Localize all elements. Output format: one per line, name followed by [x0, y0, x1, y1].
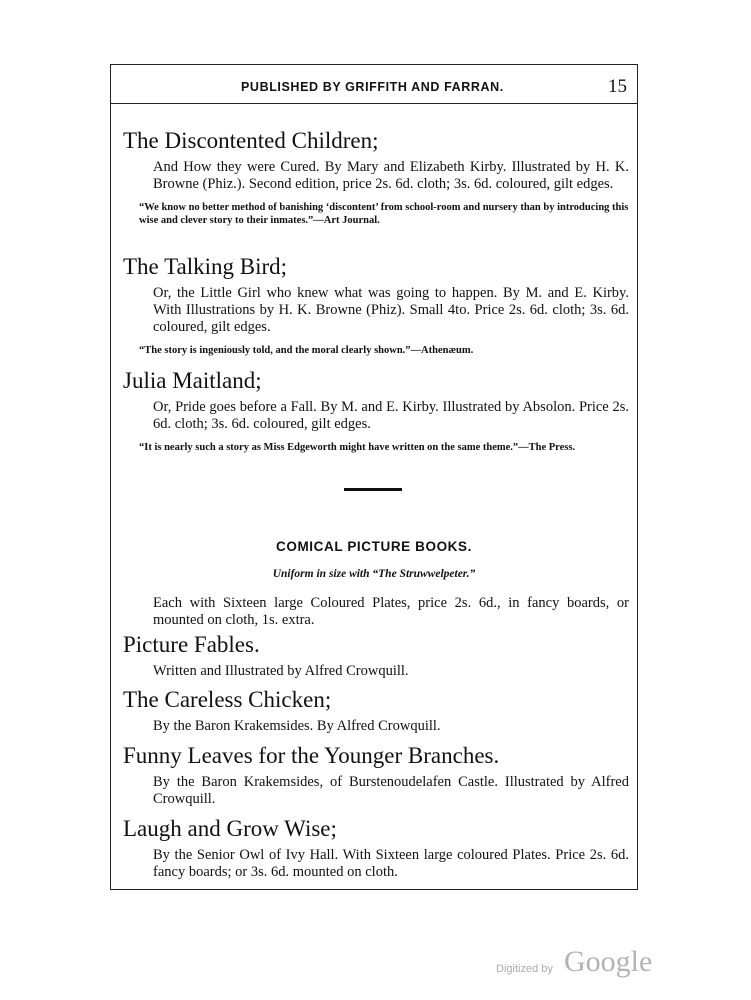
section-subheading: Uniform in size with “The Struwwelpeter.”	[272, 568, 476, 580]
book-title: The Discontented Children;	[123, 128, 379, 153]
book-entry	[123, 631, 629, 680]
book-entry	[123, 815, 629, 881]
book-title: The Talking Bird;	[123, 254, 288, 279]
header-rule	[111, 103, 637, 104]
book-description: Or, Pride goes before a Fall. By M. and E. Kirby. Illustrated by Absolon. Price 2s. 6d. cloth; 3s. 6d. coloured, gilt edges.	[153, 399, 629, 432]
book-entry	[123, 742, 629, 808]
section-heading: COMICAL PICTURE BOOKS.	[276, 539, 472, 554]
book-entry	[123, 253, 629, 357]
book-entry	[123, 367, 629, 454]
running-title: PUBLISHED BY GRIFFITH AND FARRAN.	[241, 80, 504, 94]
book-description: Written and Illustrated by Alfred Crowquill.	[153, 663, 409, 679]
review-quote: “We know no better method of banishing ‘discontent’ from school-room and nursery than by introducing this wise and clever story to their inmates.”—Art Journal.	[139, 202, 629, 226]
book-description: By the Senior Owl of Ivy Hall. With Sixteen large coloured Plates. Price 2s. 6d. fancy boards; or 3s. 6d. mounted on cloth.	[153, 847, 629, 880]
section-note: Each with Sixteen large Coloured Plates, price 2s. 6d., in fancy boards, or mounted on cloth, 1s. extra.	[153, 595, 629, 628]
book-description: And How they were Cured. By Mary and Elizabeth Kirby. Illustrated by H. K. Browne (Phiz.). Second edition, price 2s. 6d. cloth; 3s. 6d. coloured, gilt edges.	[153, 159, 629, 192]
review-quote: “The story is ingeniously told, and the moral clearly shown.”—Athenæum.	[139, 345, 474, 356]
book-entry	[123, 127, 629, 227]
digitized-label: Digitized by	[496, 963, 553, 975]
book-entry	[123, 686, 629, 735]
book-description: By the Baron Krakemsides. By Alfred Crowquill.	[153, 718, 441, 734]
book-title: Funny Leaves for the Younger Branches.	[123, 743, 500, 768]
section-divider	[344, 488, 402, 491]
book-description: Or, the Little Girl who knew what was going to happen. By M. and E. Kirby. With Illustrations by H. K. Browne (Phiz). Small 4to. Price 2s. 6d. cloth; 3s. 6d. coloured, gilt edges.	[153, 285, 629, 335]
book-title: Picture Fables.	[123, 632, 260, 657]
running-head	[111, 77, 637, 99]
book-title: Julia Maitland;	[123, 368, 262, 393]
book-title: The Careless Chicken;	[123, 687, 332, 712]
page-number: 15	[608, 76, 627, 97]
google-logo: Google	[564, 945, 653, 978]
book-description: By the Baron Krakemsides, of Burstenoudelafen Castle. Illustrated by Alfred Crowquill.	[153, 774, 629, 807]
book-title: Laugh and Grow Wise;	[123, 816, 337, 841]
page-frame	[110, 64, 638, 890]
review-quote: “It is nearly such a story as Miss Edgeworth might have written on the same theme.”—The Press.	[139, 442, 576, 453]
